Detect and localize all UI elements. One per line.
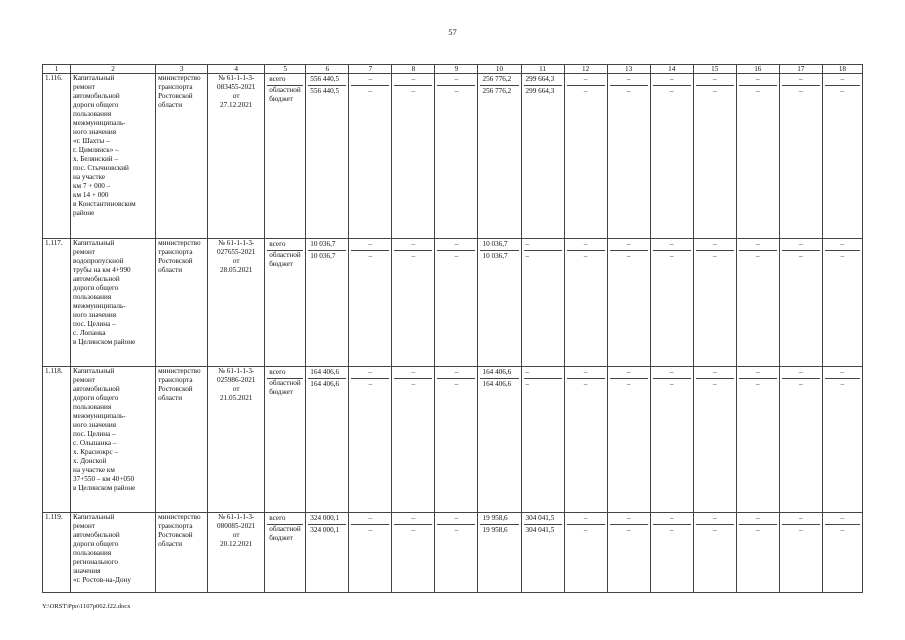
funding-amount xyxy=(478,74,521,239)
amount-value: – xyxy=(626,380,631,388)
amount-value: – xyxy=(626,87,631,95)
amount-value: 304 041,5 xyxy=(525,526,555,534)
column-number-cell: 9 xyxy=(435,65,478,74)
expertise-document: № 61-1-1-3- 083455-2021 от 27.12.2021 xyxy=(208,74,265,239)
amount-value: 10 036,7 xyxy=(482,252,508,260)
amount-value: 164 406,6 xyxy=(310,380,340,388)
funding-amount xyxy=(779,513,822,593)
amount-value: – xyxy=(799,526,803,534)
column-number-cell: 1 xyxy=(43,65,71,74)
amount-value: – xyxy=(739,239,777,251)
column-number-cell: 7 xyxy=(349,65,392,74)
amount-value: – xyxy=(368,526,373,534)
funding-amount xyxy=(564,74,607,239)
funding-amount xyxy=(693,74,736,239)
amount-value: – xyxy=(755,380,760,388)
amount-value: – xyxy=(653,513,691,525)
amount-value: – xyxy=(567,513,605,525)
amount-value: 299 664,3 xyxy=(524,74,562,86)
amount-value: – xyxy=(782,239,820,251)
funding-source xyxy=(265,74,306,239)
amount-value: – xyxy=(454,380,459,388)
funding-amount xyxy=(306,367,349,513)
amount-value: – xyxy=(351,367,389,379)
amount-value: 256 776,2 xyxy=(480,74,518,86)
column-number-cell: 15 xyxy=(693,65,736,74)
amount-value: – xyxy=(782,513,820,525)
funding-amount xyxy=(392,239,435,367)
amount-value: – xyxy=(712,526,717,534)
funding-amount xyxy=(822,513,862,593)
funding-amount xyxy=(650,74,693,239)
funding-amount xyxy=(521,239,564,367)
funding-amount xyxy=(392,74,435,239)
funding-amount xyxy=(478,513,521,593)
amount-value: – xyxy=(411,380,416,388)
amount-value: – xyxy=(437,239,475,251)
amount-value: 304 041,5 xyxy=(524,513,562,525)
amount-value: – xyxy=(840,87,845,95)
column-number-cell: 8 xyxy=(392,65,435,74)
amount-value: – xyxy=(755,252,760,260)
amount-value: – xyxy=(454,252,459,260)
program-table xyxy=(42,64,863,593)
responsible-organization: министерство транспорта Ростовской области xyxy=(156,367,208,513)
amount-value: – xyxy=(368,252,373,260)
amount-value: 324 000,1 xyxy=(308,513,346,525)
amount-value: – xyxy=(626,252,631,260)
funding-amount xyxy=(779,239,822,367)
funding-source-label: областной бюджет xyxy=(269,251,301,268)
funding-amount xyxy=(650,367,693,513)
funding-amount xyxy=(478,239,521,367)
amount-value: 164 406,6 xyxy=(482,380,512,388)
row-number: 1.119. xyxy=(43,513,71,593)
amount-value: – xyxy=(799,252,803,260)
amount-value: – xyxy=(696,513,734,525)
amount-value: – xyxy=(626,526,631,534)
amount-value: – xyxy=(825,239,860,251)
table-row xyxy=(43,367,863,513)
amount-value: – xyxy=(755,526,760,534)
amount-value: 299 664,3 xyxy=(525,87,555,95)
amount-value: – xyxy=(583,526,588,534)
amount-value: – xyxy=(583,87,588,95)
amount-value: – xyxy=(669,526,674,534)
amount-value: – xyxy=(368,380,373,388)
funding-amount xyxy=(435,239,478,367)
funding-amount xyxy=(306,513,349,593)
amount-value: 19 958,6 xyxy=(480,513,518,525)
amount-value: – xyxy=(782,74,820,86)
amount-value: – xyxy=(610,74,648,86)
funding-amount xyxy=(736,239,779,367)
amount-value: – xyxy=(739,513,777,525)
table-row xyxy=(43,239,863,367)
column-number-cell: 6 xyxy=(306,65,349,74)
funding-amount xyxy=(392,513,435,593)
amount-value: – xyxy=(739,74,777,86)
column-number-cell: 14 xyxy=(650,65,693,74)
amount-value: – xyxy=(567,74,605,86)
column-number-cell: 12 xyxy=(564,65,607,74)
table-row xyxy=(43,74,863,239)
funding-amount xyxy=(349,74,392,239)
funding-source-label: областной бюджет xyxy=(269,86,301,103)
funding-amount xyxy=(736,513,779,593)
amount-value: – xyxy=(525,380,530,388)
amount-value: – xyxy=(437,513,475,525)
funding-source xyxy=(265,239,306,367)
funding-source xyxy=(265,367,306,513)
funding-amount xyxy=(822,239,862,367)
funding-amount xyxy=(822,367,862,513)
funding-amount xyxy=(693,513,736,593)
amount-value: – xyxy=(653,239,691,251)
amount-value: – xyxy=(755,87,760,95)
amount-value: – xyxy=(351,74,389,86)
column-number-cell: 11 xyxy=(521,65,564,74)
funding-amount xyxy=(349,513,392,593)
amount-value: – xyxy=(696,367,734,379)
amount-value: – xyxy=(411,252,416,260)
funding-amount xyxy=(435,367,478,513)
amount-value: – xyxy=(610,239,648,251)
funding-amount xyxy=(521,367,564,513)
funding-source-label: всего xyxy=(267,239,303,251)
funding-amount xyxy=(736,367,779,513)
column-number-cell: 10 xyxy=(478,65,521,74)
amount-value: – xyxy=(799,87,803,95)
funding-source-label: всего xyxy=(267,513,303,525)
amount-value: – xyxy=(610,513,648,525)
funding-amount xyxy=(607,239,650,367)
funding-amount xyxy=(650,513,693,593)
amount-value: 556 440,5 xyxy=(308,74,346,86)
funding-amount xyxy=(521,74,564,239)
amount-value: – xyxy=(840,380,845,388)
funding-amount xyxy=(349,367,392,513)
amount-value: – xyxy=(712,252,717,260)
funding-amount xyxy=(607,513,650,593)
amount-value: – xyxy=(653,74,691,86)
funding-amount xyxy=(564,513,607,593)
footer-file-path: Y:\ORST\Ppo\1107p062.f22.docx xyxy=(42,603,131,610)
funding-amount xyxy=(521,513,564,593)
amount-value: – xyxy=(368,87,373,95)
amount-value: – xyxy=(567,367,605,379)
amount-value: – xyxy=(669,380,674,388)
funding-source-label: областной бюджет xyxy=(269,525,301,542)
expertise-document: № 61-1-1-3- 025986-2021 от 21.05.2021 xyxy=(208,367,265,513)
amount-value: – xyxy=(525,252,530,260)
amount-value: – xyxy=(653,367,691,379)
funding-amount xyxy=(478,367,521,513)
amount-value: – xyxy=(825,74,860,86)
amount-value: – xyxy=(696,239,734,251)
amount-value: – xyxy=(411,526,416,534)
amount-value: – xyxy=(799,380,803,388)
expertise-document: № 61-1-1-3- 080085-2021 от 20.12.2021 xyxy=(208,513,265,593)
amount-value: 19 958,6 xyxy=(482,526,508,534)
funding-source xyxy=(265,513,306,593)
funding-amount xyxy=(349,239,392,367)
funding-source-label: всего xyxy=(267,367,303,379)
responsible-organization: министерство транспорта Ростовской области xyxy=(156,239,208,367)
funding-amount xyxy=(779,74,822,239)
funding-amount xyxy=(564,239,607,367)
amount-value: 256 776,2 xyxy=(482,87,512,95)
column-number-cell: 17 xyxy=(779,65,822,74)
funding-amount xyxy=(693,367,736,513)
responsible-organization: министерство транспорта Ростовской области xyxy=(156,513,208,593)
amount-value: – xyxy=(712,380,717,388)
funding-amount xyxy=(607,74,650,239)
amount-value: – xyxy=(351,513,389,525)
amount-value: – xyxy=(696,74,734,86)
funding-source-label: областной бюджет xyxy=(269,379,301,396)
amount-value: – xyxy=(583,380,588,388)
amount-value: 10 036,7 xyxy=(308,239,346,251)
amount-value: – xyxy=(567,239,605,251)
table-row xyxy=(43,513,863,593)
amount-value: – xyxy=(669,87,674,95)
expertise-document: № 61-1-1-3- 027655-2021 от 28.05.2021 xyxy=(208,239,265,367)
row-number: 1.116. xyxy=(43,74,71,239)
amount-value: – xyxy=(840,252,845,260)
funding-amount xyxy=(607,367,650,513)
amount-value: – xyxy=(411,87,416,95)
column-number-cell: 3 xyxy=(156,65,208,74)
amount-value: – xyxy=(394,74,432,86)
funding-amount xyxy=(822,74,862,239)
amount-value: 324 000,1 xyxy=(310,526,340,534)
funding-amount xyxy=(650,239,693,367)
column-number-cell: 16 xyxy=(736,65,779,74)
funding-amount xyxy=(564,367,607,513)
column-number-cell: 2 xyxy=(71,65,156,74)
amount-value: 10 036,7 xyxy=(310,252,336,260)
column-number-cell: 18 xyxy=(822,65,862,74)
amount-value: – xyxy=(669,252,674,260)
amount-value: – xyxy=(524,239,562,251)
funding-amount xyxy=(779,367,822,513)
object-name: Капитальный ремонт автомобильной дороги общего пользования регионального значения «г. Ростов-на-Дону xyxy=(71,513,156,593)
column-number-cell: 4 xyxy=(208,65,265,74)
amount-value: – xyxy=(825,513,860,525)
amount-value: 164 406,6 xyxy=(308,367,346,379)
amount-value: – xyxy=(782,367,820,379)
amount-value: – xyxy=(712,87,717,95)
column-number-row xyxy=(43,65,863,74)
amount-value: – xyxy=(394,513,432,525)
funding-amount xyxy=(736,74,779,239)
funding-amount xyxy=(435,513,478,593)
amount-value: – xyxy=(454,526,459,534)
amount-value: – xyxy=(739,367,777,379)
amount-value: – xyxy=(583,252,588,260)
column-number-cell: 5 xyxy=(265,65,306,74)
amount-value: – xyxy=(351,239,389,251)
responsible-organization: министерство транспорта Ростовской области xyxy=(156,74,208,239)
amount-value: – xyxy=(394,367,432,379)
amount-value: – xyxy=(610,367,648,379)
amount-value: – xyxy=(825,367,860,379)
amount-value: 556 440,5 xyxy=(310,87,340,95)
funding-amount xyxy=(306,239,349,367)
amount-value: – xyxy=(524,367,562,379)
funding-amount xyxy=(693,239,736,367)
amount-value: – xyxy=(840,526,845,534)
amount-value: – xyxy=(437,74,475,86)
amount-value: – xyxy=(454,87,459,95)
page-number: 57 xyxy=(448,27,457,37)
amount-value: – xyxy=(394,239,432,251)
object-name: Капитальный ремонт водопропускной трубы на км 4+990 автомобильной дороги общего пользования межмуниципаль- ного значения пос. Целина – с. Лопанка в Целинском районе xyxy=(71,239,156,367)
amount-value: 10 036,7 xyxy=(480,239,518,251)
amount-value: – xyxy=(437,367,475,379)
object-name: Капитальный ремонт автомобильной дороги общего пользования межмуниципаль- ного значения «г. Шахты – г. Цимлянск» – х. Белянский – пос. Стычновский на участке км 7 + 000 – км 14 + 000 в Константиновском районе xyxy=(71,74,156,239)
funding-amount xyxy=(435,74,478,239)
row-number: 1.117. xyxy=(43,239,71,367)
column-number-cell: 13 xyxy=(607,65,650,74)
funding-source-label: всего xyxy=(267,74,303,86)
row-number: 1.118. xyxy=(43,367,71,513)
funding-amount xyxy=(306,74,349,239)
funding-amount xyxy=(392,367,435,513)
amount-value: 164 406,6 xyxy=(480,367,518,379)
object-name: Капитальный ремонт автомобильной дороги общего пользования межмуниципаль- ного значения пос. Целина – с. Ольшанка – х. Краснокрс – х. Донской на участке км 37+550 – км 40+050 в Целинском районе xyxy=(71,367,156,513)
